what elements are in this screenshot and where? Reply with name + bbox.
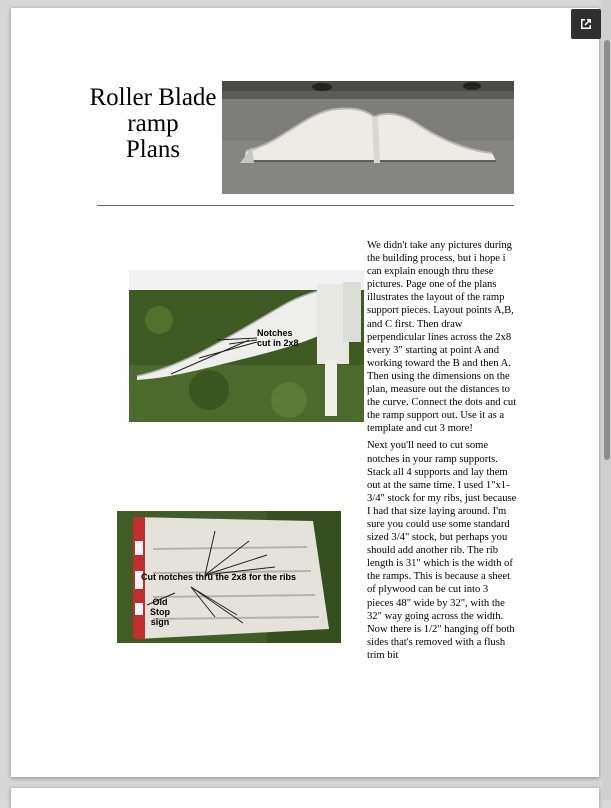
body-text bbox=[367, 239, 517, 666]
stop-sign-line-1: Old bbox=[152, 597, 168, 607]
stop-sign-annotation bbox=[150, 597, 170, 627]
paragraph-1: We didn't take any pictures during the building process, but i hope i can explain enough thru these pictures. Page one of the plans illustrates the layout of the ramp support pieces. Layout points A,B, and C first. Then draw perpendicular lines across the 2x8 every 3" starting at point A and working toward the B and then A. Then using the dimensions on the plan, measure out the distances to the curve. Connect the dots and cut the ramp support out. Use it as a template and cut 3 more! bbox=[367, 240, 517, 435]
scrollbar[interactable] bbox=[603, 0, 611, 800]
next-page bbox=[11, 788, 599, 808]
page-title bbox=[88, 85, 218, 163]
ramp-photo-illustration bbox=[222, 81, 514, 194]
support-notches-illustration bbox=[129, 270, 364, 422]
title-line-2: ramp bbox=[127, 110, 179, 137]
ribs-annotation: Cut notches thru the 2x8 for the ribs bbox=[141, 572, 297, 582]
title-line-3: Plans bbox=[125, 136, 181, 163]
ribs-photo bbox=[117, 511, 341, 643]
ramp-photo bbox=[222, 81, 514, 194]
notches-annotation-line-1: Notches bbox=[257, 328, 293, 338]
open-in-new-icon bbox=[578, 16, 594, 32]
stop-sign-line-3: sign bbox=[150, 617, 170, 627]
notches-annotation bbox=[257, 328, 299, 348]
open-in-new-button[interactable] bbox=[571, 9, 601, 39]
paragraph-2: Next you'll need to cut some notches in your ramp supports. Stack all 4 supports and lay them out at the same time. I used 1"x1-3/4" stock for my ribs, just because I had that size laying around. I'm sure you could use some standard sized 3/4" stock, but perhaps you should add another rib. The rib length is 31" which is the width of the ramps. This is because a sheet of plywood can be cut into 3 pieces 48" wide by 32", with the 32" way going across the width. Now there is 1/2" hanging off both sides that's removed with a flush trim bit bbox=[367, 440, 517, 661]
divider bbox=[97, 205, 514, 206]
support-notches-photo bbox=[129, 270, 364, 422]
scrollbar-thumb[interactable] bbox=[604, 40, 610, 460]
title-line-1: Roller Blade bbox=[89, 84, 217, 111]
stop-sign-line-2: Stop bbox=[150, 607, 170, 617]
notches-annotation-line-2: cut in 2x8 bbox=[257, 338, 299, 348]
document-page bbox=[11, 8, 599, 777]
